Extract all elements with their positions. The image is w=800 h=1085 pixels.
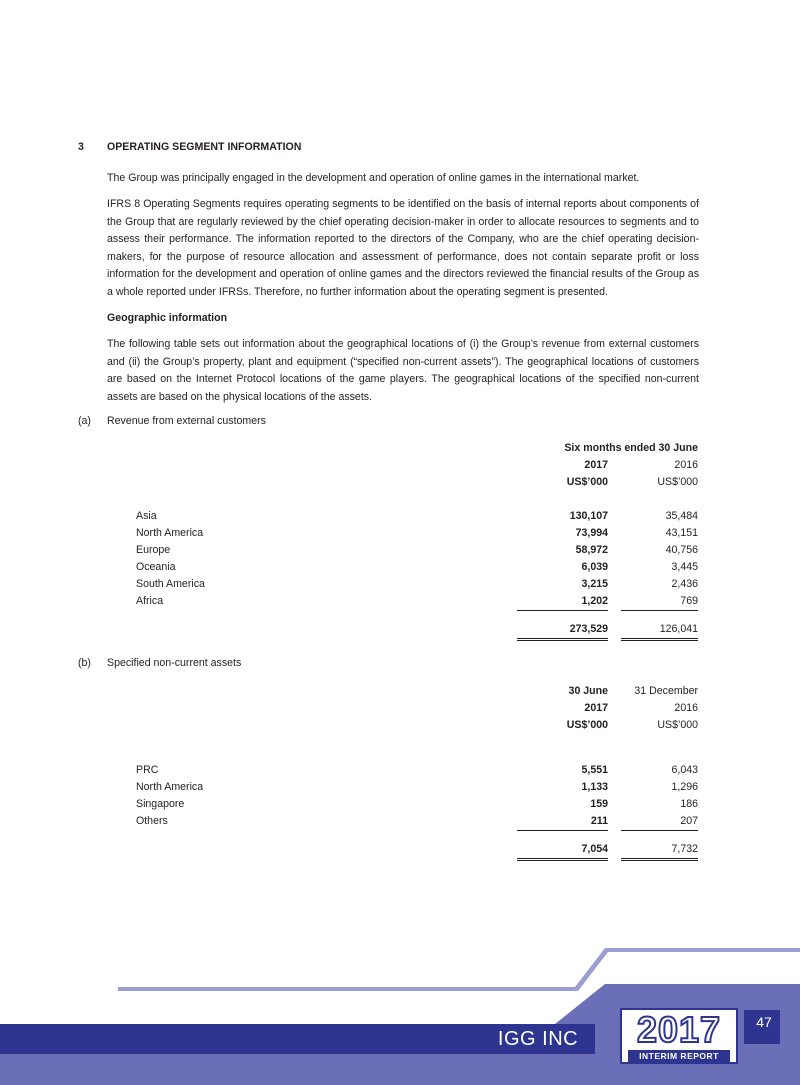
page-number: 47 xyxy=(756,1014,772,1030)
revenue-total-2016: 126,041 xyxy=(621,621,698,640)
assets-col2-unit: US$’000 xyxy=(657,719,698,731)
assets-total-2016: 7,732 xyxy=(621,841,698,860)
revenue-col1-year: 2017 xyxy=(584,459,608,471)
paragraph-ifrs8: IFRS 8 Operating Segments requires operating segments to be identified on the basis of internal reports about components of the Group that are regularly reviewed by the chief operating decision-maker in order to allocate resources to segments and to assess their performance. The information reported to the directors of the Company, who are the chief operating decision-makers, for the purpose of resource allocation and assessment of performance, does not contain separate profit or loss information for the development and operation of online games and the directors reviewed the financial results of the Group as a whole reported under IFRSs. Therefore, no further information about the operating segment is presented. xyxy=(107,198,699,298)
table-row: Oceania 6,039 3,445 xyxy=(136,561,698,573)
company-name: IGG INC xyxy=(497,1028,579,1050)
revenue-total-2017: 273,529 xyxy=(517,621,608,640)
logo-year: 2017 xyxy=(636,1009,722,1050)
assets-letter: (b) xyxy=(78,657,91,669)
assets-col1-date: 30 June xyxy=(568,685,608,697)
revenue-col2-unit: US$’000 xyxy=(657,476,698,488)
table-row: Asia 130,107 35,484 xyxy=(136,510,698,522)
table-total-row xyxy=(136,621,698,640)
revenue-table xyxy=(136,440,698,641)
assets-col1-year: 2017 xyxy=(584,702,608,714)
assets-col2-year: 2016 xyxy=(674,702,698,714)
revenue-letter: (a) xyxy=(78,415,91,427)
section-title: OPERATING SEGMENT INFORMATION xyxy=(107,141,302,153)
revenue-col1-unit: US$’000 xyxy=(566,476,608,488)
revenue-period-header: Six months ended 30 June xyxy=(564,442,698,454)
assets-col2-date: 31 December xyxy=(634,685,698,697)
table-row: Africa 1,202 769 xyxy=(136,595,698,608)
assets-section-label xyxy=(78,655,241,673)
table-row: South America 3,215 2,436 xyxy=(136,578,698,590)
table-row: PRC 5,551 6,043 xyxy=(136,764,698,776)
paragraph-geographic: The following table sets out information about the geographical locations of (i) the Group’s revenue from external customers and (ii) the Group’s property, plant and equipment (“specified non-current assets”). The geographical locations of customers are based on the Internet Protocol locations of the game players. The geographical locations of the specified non-current assets are based on the physical locations of the assets. xyxy=(107,338,699,403)
table-row: North America 73,994 43,151 xyxy=(136,527,698,539)
section-number: 3 xyxy=(78,141,84,153)
table-total-row xyxy=(136,841,698,860)
table-row: Singapore 159 186 xyxy=(136,798,698,810)
logo-tag: INTERIM REPORT xyxy=(628,1050,730,1062)
table-row: Others 211 207 xyxy=(136,815,698,828)
interim-report-logo xyxy=(620,1008,738,1064)
table-row: North America 1,133 1,296 xyxy=(136,781,698,793)
assets-total-2017: 7,054 xyxy=(517,841,608,860)
assets-col1-unit: US$’000 xyxy=(566,719,608,731)
geographic-information-heading: Geographic information xyxy=(107,312,228,324)
section-heading xyxy=(78,139,301,157)
revenue-col2-year: 2016 xyxy=(674,459,698,471)
assets-table xyxy=(136,683,698,861)
assets-label: Specified non-current assets xyxy=(107,657,242,669)
revenue-label: Revenue from external customers xyxy=(107,415,266,427)
revenue-section-label xyxy=(78,413,266,431)
table-row: Europe 58,972 40,756 xyxy=(136,544,698,556)
paragraph-principal-activity: The Group was principally engaged in the development and operation of online games in the international market. xyxy=(107,172,640,184)
